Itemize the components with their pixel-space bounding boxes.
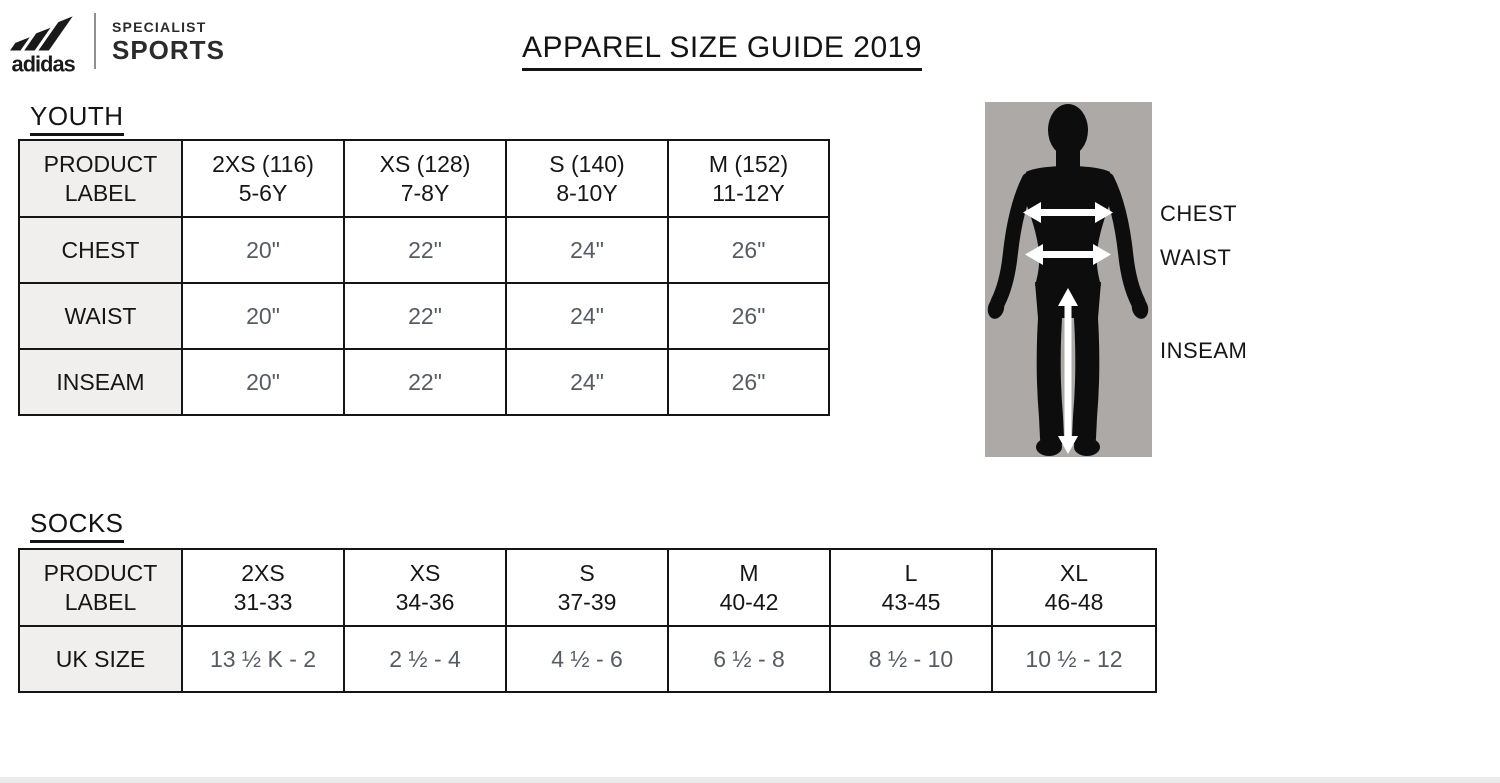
- adidas-logo: [8, 6, 84, 76]
- corner-line1: PRODUCT: [43, 559, 158, 586]
- size-range: 37-39: [557, 588, 617, 615]
- size-label: M (152): [708, 150, 789, 177]
- corner-line2: LABEL: [64, 179, 137, 206]
- corner-line1: PRODUCT: [43, 150, 158, 177]
- adidas-stripes-icon: [10, 16, 73, 50]
- table-row: [19, 349, 829, 415]
- socks-column-header: [506, 549, 668, 626]
- size-range: 46-48: [1044, 588, 1104, 615]
- size-range: 43-45: [881, 588, 941, 615]
- uk-size-row-label: UK SIZE: [19, 626, 182, 692]
- table-row: [19, 217, 829, 283]
- row-label-inseam: INSEAM: [19, 349, 182, 415]
- socks-column-header: [344, 549, 506, 626]
- socks-size-table: [18, 548, 1157, 693]
- youth-corner-cell: [19, 140, 182, 217]
- page-title: APPAREL SIZE GUIDE 2019: [522, 31, 922, 71]
- measurement-cell: 26": [668, 283, 829, 349]
- youth-column-header: [182, 140, 344, 217]
- adidas-wordmark: adidas: [11, 51, 75, 76]
- size-label: XL: [1059, 559, 1089, 586]
- socks-column-header: [668, 549, 830, 626]
- size-label: S: [579, 559, 595, 586]
- body-measurement-figure: [985, 102, 1152, 457]
- age-range: 8-10Y: [556, 179, 618, 206]
- socks-column-header: [182, 549, 344, 626]
- size-label: L: [904, 559, 918, 586]
- uk-size-cell: 13 ½ K - 2: [182, 626, 344, 692]
- measurement-cell: 20": [182, 283, 344, 349]
- size-range: 31-33: [233, 588, 293, 615]
- measurement-cell: 22": [344, 217, 506, 283]
- measurement-cell: 24": [506, 283, 668, 349]
- size-range: 40-42: [719, 588, 779, 615]
- corner-line2: LABEL: [64, 588, 137, 615]
- youth-heading: YOUTH: [30, 101, 124, 136]
- size-label: M: [739, 559, 759, 586]
- measurement-cell: 26": [668, 217, 829, 283]
- brand-header: [8, 6, 225, 76]
- socks-heading: SOCKS: [30, 508, 124, 543]
- size-label: 2XS: [241, 559, 285, 586]
- size-label: XS (128): [379, 150, 471, 177]
- youth-column-header: [668, 140, 829, 217]
- socks-column-header: [992, 549, 1156, 626]
- row-label-waist: WAIST: [19, 283, 182, 349]
- socks-corner-cell: [19, 549, 182, 626]
- measurement-cell: 24": [506, 349, 668, 415]
- uk-size-cell: 6 ½ - 8: [668, 626, 830, 692]
- age-range: 5-6Y: [238, 179, 288, 206]
- size-label: 2XS (116): [212, 150, 314, 177]
- socks-column-header: [830, 549, 992, 626]
- youth-column-header: [506, 140, 668, 217]
- row-label-chest: CHEST: [19, 217, 182, 283]
- youth-size-table: [18, 139, 830, 416]
- partner-line1: SPECIALIST: [112, 18, 207, 35]
- measurement-cell: 24": [506, 217, 668, 283]
- measurement-cell: 22": [344, 283, 506, 349]
- partner-name: [112, 20, 225, 63]
- measurement-cell: 20": [182, 349, 344, 415]
- age-range: 11-12Y: [712, 179, 785, 206]
- youth-column-header: [344, 140, 506, 217]
- figure-label-inseam: INSEAM: [1160, 338, 1248, 363]
- measurement-cell: 20": [182, 217, 344, 283]
- measurement-cell: 22": [344, 349, 506, 415]
- size-range: 34-36: [395, 588, 455, 615]
- size-label: XS: [409, 559, 441, 586]
- brand-divider: [94, 13, 96, 69]
- figure-label-chest: CHEST: [1160, 201, 1238, 226]
- figure-label-waist: WAIST: [1160, 245, 1232, 270]
- partner-line2: SPORTS: [112, 34, 225, 65]
- uk-size-cell: 2 ½ - 4: [344, 626, 506, 692]
- uk-size-cell: 4 ½ - 6: [506, 626, 668, 692]
- measurement-cell: 26": [668, 349, 829, 415]
- table-row: [19, 626, 1156, 692]
- uk-size-cell: 10 ½ - 12: [992, 626, 1156, 692]
- table-row: [19, 283, 829, 349]
- size-label: S (140): [549, 150, 625, 177]
- age-range: 7-8Y: [400, 179, 450, 206]
- bottom-page-edge: [0, 777, 1500, 783]
- uk-size-cell: 8 ½ - 10: [830, 626, 992, 692]
